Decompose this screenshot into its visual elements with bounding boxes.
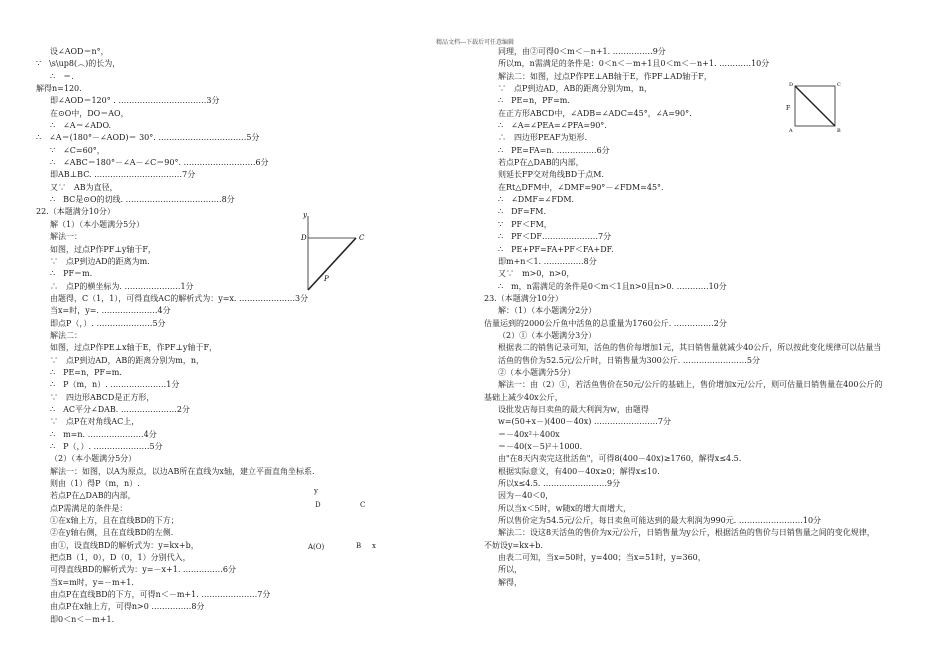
text-line: 即m+n＜1. ……………8分	[498, 256, 597, 266]
text-line: ∴ ∠A=∠PEA=∠PFA=90°.	[498, 121, 607, 131]
figure-square-diagonal	[300, 208, 375, 293]
text-line: ∴ PF＜DF…………………7分	[498, 232, 612, 242]
text-line: 在Rt△DFM中，∠DMF=90°－∠FDM=45°.	[498, 182, 664, 192]
fig2-label-d: D	[315, 501, 321, 509]
text-line: 在⊙O中，DO＝AO，	[50, 108, 129, 118]
text-line: 解法一：如图，以A为原点，以边AB所在直线为x轴，建立平面直角坐标系.	[50, 466, 315, 476]
text-line: ＝－40x²＋400x	[498, 429, 560, 439]
text-line: 即点P（，）. …………………5分	[50, 318, 166, 328]
fig1-label-y: y	[303, 211, 307, 219]
text-line: 同理，由②可得0＜m＜－n+1. ……………9分	[498, 47, 666, 56]
text-line: 即∠AOD＝120° . ……………………………3分	[50, 96, 220, 106]
text-line: ∴ ＝.	[50, 71, 74, 81]
text-line: 活鱼的售价为52.5元/公斤时，日销售量为300公斤. ……………………5分	[498, 355, 760, 365]
text-line: ∵ 点P在对角线AC上，	[50, 417, 140, 427]
text-line: ∴ PE+PF=FA+PF＜FA+DF.	[498, 244, 614, 254]
text-line: 由题得，C（1，1），可得直线AC的解析式为：y=x. …………………3分	[50, 293, 309, 303]
text-line: ∴ 四边形PEAF为矩形.	[498, 133, 588, 143]
text-line: 即0＜n＜－m+1.	[50, 614, 115, 624]
text-line: 设批发店每日卖鱼的最大利润为w，由题得	[498, 404, 649, 414]
fig3-label-b: B	[837, 128, 841, 134]
text-line: 把点B（1，0），D（0，1）分别代入，	[50, 553, 191, 563]
text-line: 若点P在△DAB的内部，	[50, 491, 136, 501]
text-line: ②（本小题满分5分）	[498, 367, 576, 377]
text-line: ∴ DF=FM.	[498, 207, 547, 217]
text-line: 则由（1）得P（m，n）.	[50, 479, 140, 489]
text-line: 解法二：设这8天活鱼的售价为x元/公斤，日销售量为y公斤，根据活鱼的售价与日销售量之间的变化规律，	[498, 528, 875, 538]
text-line: （2）（本小题满分5分）	[50, 454, 137, 464]
text-line: 不妨设y=kx+b.	[484, 540, 543, 550]
text-line: ∵ ∠C=60°，	[50, 145, 105, 155]
fig2-label-c: C	[360, 501, 366, 509]
text-line: ∴ m，n需满足的条件是0＜m＜1且n>0且n>0. …………10分	[498, 281, 727, 291]
figure-coordinate-labels	[300, 485, 390, 555]
text-line: ∴ PE=FA=n. ……………6分	[498, 145, 610, 155]
text-line: 解法一：由（2）①，若活鱼售价在50元/公斤的基础上，售价增加x元/公斤，则可估量日销售量在400公斤的	[498, 380, 883, 390]
text-line: 解法一：	[50, 232, 82, 242]
text-line: ∴ ∠A＝(180°－∠AOD)＝ 30°. ……………………………5分	[36, 133, 260, 143]
text-line: 22.（本题满分10分）	[36, 207, 115, 217]
fig2-label-y: y	[314, 487, 318, 495]
text-line: ①在x轴上方，且在直线BD的下方；	[50, 516, 179, 526]
text-line: ＝－40(x－5)²＋1000.	[498, 442, 583, 451]
text-line: 所以当x＜5时，w随x的增大而增大，	[498, 503, 631, 513]
text-line: ∴ 点P的横坐标为. …………………1分	[50, 281, 194, 291]
text-line: 解法二：	[50, 330, 82, 340]
figure-small-square	[786, 78, 846, 134]
text-line: 解得n=120.	[36, 84, 82, 94]
text-line: ∵ 四边形ABCD是正方形，	[50, 392, 155, 402]
left-column	[36, 46, 456, 626]
text-line: 解：（1）（本小题满分2分）	[498, 306, 597, 316]
text-line: （2）①（本小题满分3分）	[498, 330, 597, 340]
text-line: ∴ PE=n，PF=m.	[498, 96, 570, 106]
text-line: 在正方形ABCD中，∠ADB=∠ADC=45°，∠A=90°.	[498, 108, 692, 118]
text-line: 又∵ AB为直径，	[50, 182, 118, 192]
text-line: ∴ m=n. …………………4分	[50, 429, 157, 439]
fig2-label-b: B	[356, 542, 362, 550]
fig1-label-d: D	[301, 234, 307, 242]
text-line: ②在y轴右侧，且在直线BD的左侧.	[50, 528, 174, 538]
text-line: 根据表二的销售记录可知，活鱼的售价每增加1元，其日销售量就减少40公斤，所以按此变化规律可以估量当	[498, 343, 882, 353]
text-line: 即AB⊥BC. ……………………………7分	[50, 170, 196, 180]
fig3-label-a: A	[789, 128, 793, 134]
text-line: 由①，设直线BD的解析式为：y=kx+b，	[50, 540, 199, 550]
text-line: 解（1）（本小题满分5分）	[50, 219, 145, 229]
text-line: 基础上减少40x公斤，	[484, 392, 563, 402]
text-line: 解法二：如图，过点P作PE⊥AB轴于E，作PF⊥AD轴于F，	[498, 71, 712, 81]
page-header: 精品文档---下载后可任意编辑	[435, 39, 515, 46]
text-line: ∴ BC是⊙O的切线. ………………………………8分	[50, 195, 235, 205]
text-line: ∴ ∠DMF=∠FDM.	[498, 195, 575, 205]
text-line: 如图，过点P作PE⊥x轴于E，作PF⊥y轴于F，	[50, 343, 218, 353]
text-line: 由点P在直线BD的下方，可得n＜－m+1. …………………7分	[50, 590, 271, 600]
fig3-label-f: F	[786, 105, 791, 112]
text-line: ∴ PE=n，PF=m.	[50, 367, 122, 377]
text-line: 当x=m时，y=－m+1.	[50, 577, 134, 587]
text-line: 根据实际意义，有400－40x≥0；解得x≤10.	[498, 466, 660, 476]
text-line: ∵ 点P到边AD，AB的距离分别为m，n，	[50, 355, 204, 365]
text-line: ∴ ∠A＝∠ADO.	[50, 121, 112, 131]
text-line: 所以售价定为54.5元/公斤，每日卖鱼可能达到的最大利润为990元. ……………………10分	[498, 516, 822, 526]
text-line: ∵ PF＜FM，	[498, 219, 552, 229]
text-line: 所以x≤4.5. ……………………9分	[498, 479, 621, 489]
fig3-label-d: D	[789, 82, 794, 88]
text-line: 则延长FP交对角线BD于点M.	[498, 170, 604, 180]
text-line: 点P需满足的条件是：	[50, 503, 128, 513]
text-line: ∵ 点P到边AD的距离为m.	[50, 256, 150, 266]
text-line: 估量运到的2000公斤鱼中活鱼的总重量为1760公斤. ……………2分	[484, 318, 727, 328]
text-line: w=(50+x－)(400－40x) ……………………7分	[498, 417, 672, 427]
text-line: 因为－40＜0，	[498, 491, 554, 501]
text-line: 解得，	[498, 577, 522, 587]
fig2-label-x: x	[372, 542, 376, 550]
text-line: 由表二可知，当x=50时，y=400；当x=51时，y=360，	[498, 553, 706, 563]
fig1-label-c: C	[359, 234, 365, 242]
text-line: 所以m，n需满足的条件是：0＜n＜－m+1且0＜m＜－n+1. …………10分	[498, 59, 770, 69]
text-line: ∴ PF＝m.	[50, 269, 93, 279]
text-line: 如图，过点P作PF⊥y轴于F，	[50, 244, 156, 254]
text-line: 设∠AOD＝n°，	[50, 47, 109, 56]
text-line: ∴ AC平分∠DAB. …………………2分	[50, 404, 190, 414]
text-line: ∴ P（m，n）. …………………1分	[50, 380, 180, 390]
text-line: ∵ \s\up8(︵)的长为，	[36, 59, 121, 69]
text-line: 23.（本题满分10分）	[484, 293, 563, 303]
fig1-label-p: P	[324, 275, 329, 283]
right-column	[484, 46, 924, 589]
fig3-label-c: C	[837, 82, 841, 88]
text-line: ∵ 点P到边AD，AB的距离分别为m，n，	[498, 84, 652, 94]
text-line: 所以，	[498, 565, 522, 575]
text-line: ∴ ∠ABC＝180°－∠A－∠C＝90°. ………………………6分	[50, 158, 269, 168]
text-line: 若点P在△DAB的内部，	[498, 158, 584, 168]
text-line: 由点P在x轴上方，可得n>0 ……………8分	[50, 602, 205, 612]
text-line: 当x=时，y=. …………………4分	[50, 306, 171, 316]
text-line: ∴ P（，）. …………………5分	[50, 442, 163, 451]
text-line: 由"在8天内卖完这批活鱼"，可得8(400－40x)≥1760，解得x≤4.5.	[498, 454, 742, 464]
fig2-label-a: A(O)	[308, 543, 325, 551]
text-line: 可得直线BD的解析式为：y=－x+1. ……………6分	[50, 565, 236, 575]
text-line: 又∵ m>0，n>0，	[498, 269, 575, 279]
